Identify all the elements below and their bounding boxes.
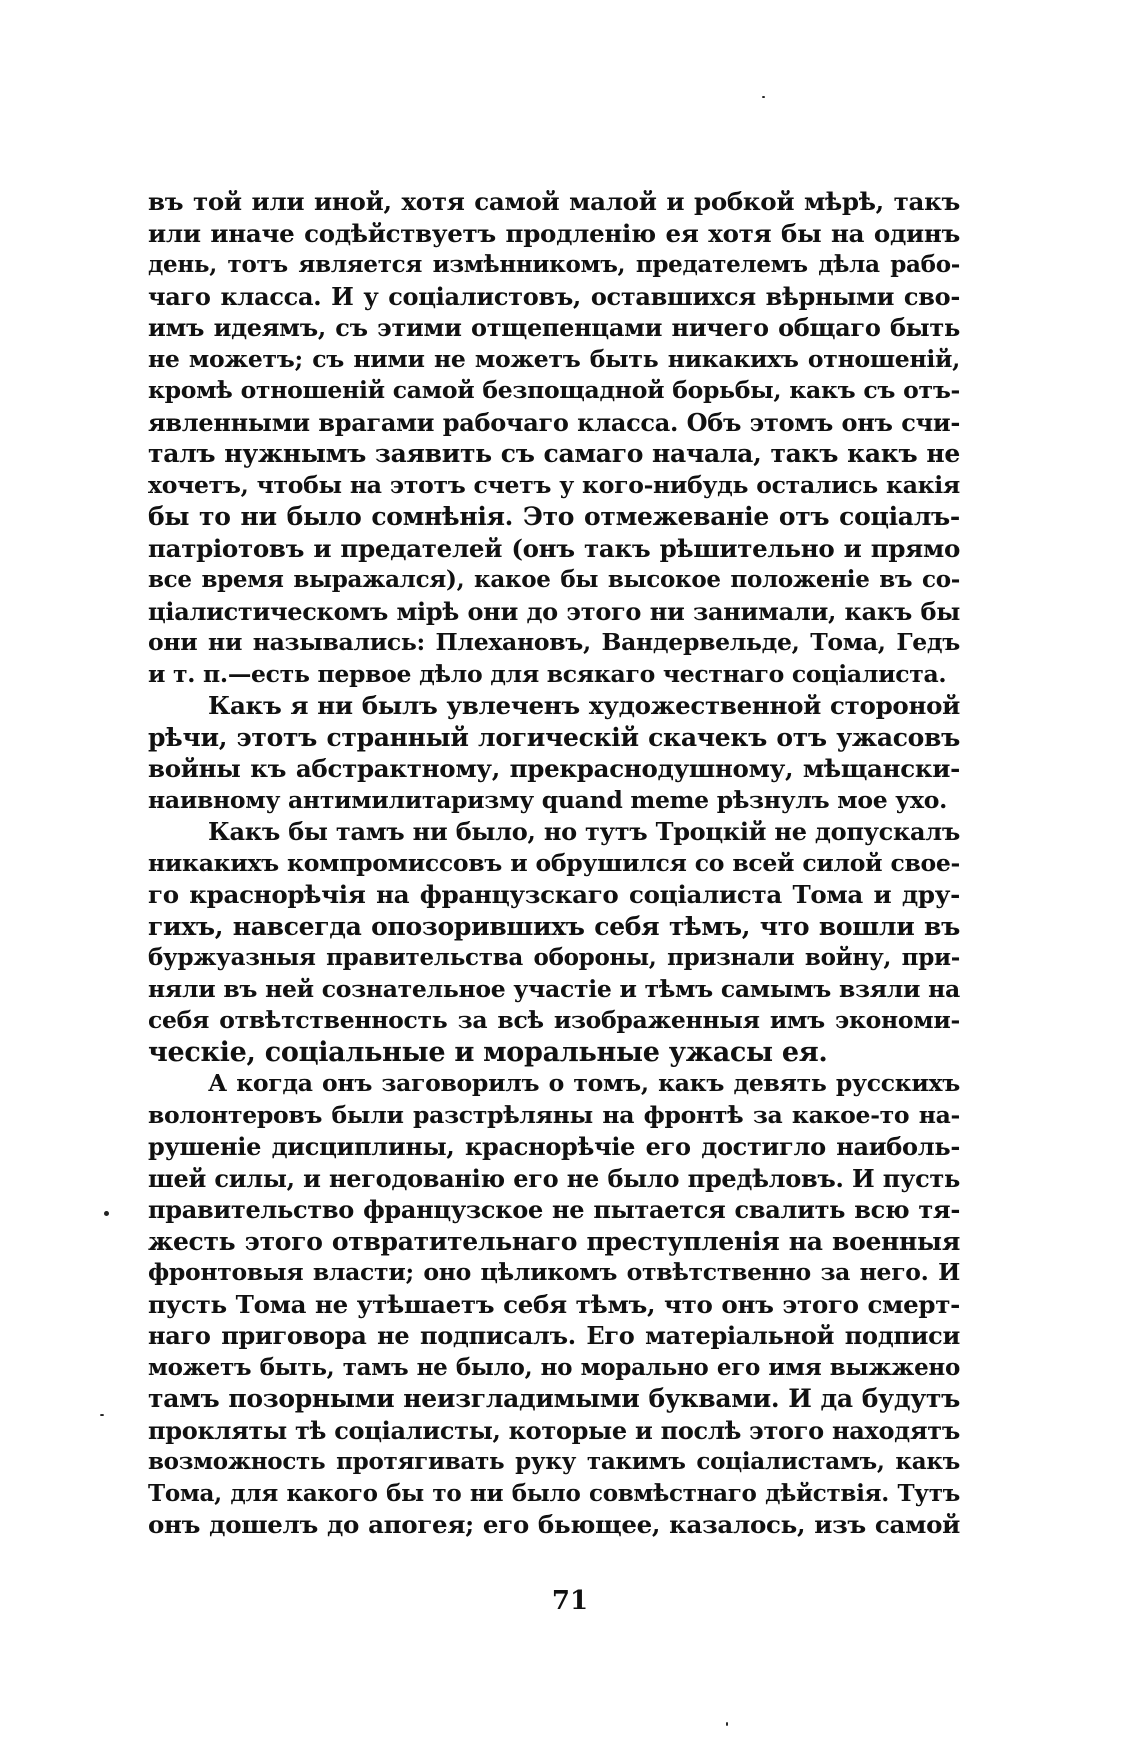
print-speck	[762, 96, 765, 98]
text-line: все время выражался), какое бы высокое положеніе въ со-	[148, 566, 960, 593]
text-line: пусть Тома не утѣшаетъ себя тѣмъ, что онъ этого смерт-	[148, 1289, 960, 1319]
text-line: не можетъ; съ ними не можетъ быть никакихъ отношеній,	[148, 344, 960, 373]
text-line: имъ идеямъ, съ этими отщепенцами ничего общаго быть	[148, 313, 960, 342]
text-line: тамъ позорными неизгладимыми буквами. И да будутъ	[148, 1384, 960, 1413]
print-speck	[104, 1211, 109, 1216]
text-line: прокляты тѣ соціалисты, которые и послѣ этого находятъ	[148, 1415, 960, 1445]
text-line: Какъ я ни былъ увлеченъ художественной стороной	[208, 691, 960, 720]
text-line: кромѣ отношеній самой безпощадной борьбы, какъ съ отъ-	[148, 376, 960, 404]
text-line: себя отвѣтственность за всѣ изображенныя имъ экономи-	[148, 1006, 960, 1034]
text-line: или иначе содѣйствуетъ продленію ея хотя бы на одинъ	[148, 218, 960, 248]
print-speck	[100, 1414, 104, 1416]
text-line: А когда онъ заговорилъ о томъ, какъ девять русскихъ	[208, 1069, 960, 1097]
text-line: чаго класса. И у соціалистовъ, оставшихся вѣрными сво-	[148, 281, 960, 311]
page-number: 71	[551, 1586, 589, 1616]
text-line: буржуазныя правительства обороны, признали войну, при-	[148, 944, 960, 971]
text-line: гихъ, навсегда опозорившихъ себя тѣмъ, что вошли въ	[148, 911, 960, 941]
text-line: они ни назывались: Плехановъ, Вандервельде, Тома, Гедъ	[148, 628, 960, 656]
text-line: наивному антимилитаризму quand meme рѣзнулъ мое ухо.	[148, 785, 948, 814]
text-line: ческіе, соціальные и моральные ужасы ея.	[148, 1036, 828, 1068]
text-line: хочетъ, чтобы на этотъ счетъ у кого-нибудь остались какія	[148, 470, 960, 499]
body-text	[148, 186, 960, 1541]
text-line: волонтеровъ были разстрѣляны на фронтѣ за какое-то на-	[148, 1100, 960, 1129]
text-line: Тома, для какого бы то ни было совмѣстнаго дѣйствія. Тутъ	[148, 1479, 960, 1507]
text-line: и т. п.—есть первое дѣло для всякаго честнаго соціалиста.	[148, 659, 947, 688]
text-line: никакихъ компромиссовъ и обрушился со всей силой свое-	[148, 848, 960, 877]
text-line: войны къ абстрактному, прекраснодушному, мѣщански-	[148, 754, 960, 783]
text-line: возможность протягивать руку такимъ соціалистамъ, какъ	[148, 1448, 960, 1475]
text-line: явленными врагами рабочаго класса. Объ этомъ онъ счи-	[148, 407, 960, 437]
text-line: можетъ быть, тамъ не было, но морально его имя выжжено	[148, 1353, 960, 1381]
text-line: фронтовыя власти; оно цѣликомъ отвѣтственно за него. И	[148, 1258, 960, 1286]
text-line: онъ дошелъ до апогея; его бьющее, казалось, изъ самой	[148, 1510, 960, 1539]
text-line: бы то ни было сомнѣнія. Это отмежеваніе отъ соціалъ-	[148, 502, 960, 531]
text-line: патріотовъ и предателей (онъ такъ рѣшительно и прямо	[148, 533, 960, 563]
text-line: ціалистическомъ мірѣ они до этого ни занимали, какъ бы	[148, 596, 960, 626]
text-line: шей силы, и негодованію его не было предѣловъ. И пусть	[148, 1163, 960, 1193]
text-line: рушеніе дисциплины, краснорѣчіе его достигло наиболь-	[148, 1132, 960, 1161]
text-line: го краснорѣчія на французскаго соціалиста Тома и дру-	[148, 880, 960, 909]
text-line: няли въ ней сознательное участіе и тѣмъ самымъ взяли на	[148, 974, 960, 1003]
print-speck	[726, 1722, 728, 1726]
text-line: въ той или иной, хотя самой малой и робкой мѣрѣ, такъ	[148, 187, 960, 216]
text-line: рѣчи, этотъ странный логическій скачекъ отъ ужасовъ	[148, 722, 960, 752]
text-line: жесть этого отвратительнаго преступленія на военныя	[148, 1226, 960, 1256]
text-line: день, тотъ является измѣнникомъ, предателемъ дѣла рабо-	[148, 251, 960, 278]
text-line: Какъ бы тамъ ни было, но тутъ Троцкій не допускалъ	[208, 817, 960, 846]
text-line: правительство французское не пытается свалить всю тя-	[148, 1195, 960, 1224]
text-line: наго приговора не подписалъ. Его матеріальной подписи	[148, 1321, 960, 1350]
text-line: талъ нужнымъ заявить съ самаго начала, такъ какъ не	[148, 439, 960, 468]
